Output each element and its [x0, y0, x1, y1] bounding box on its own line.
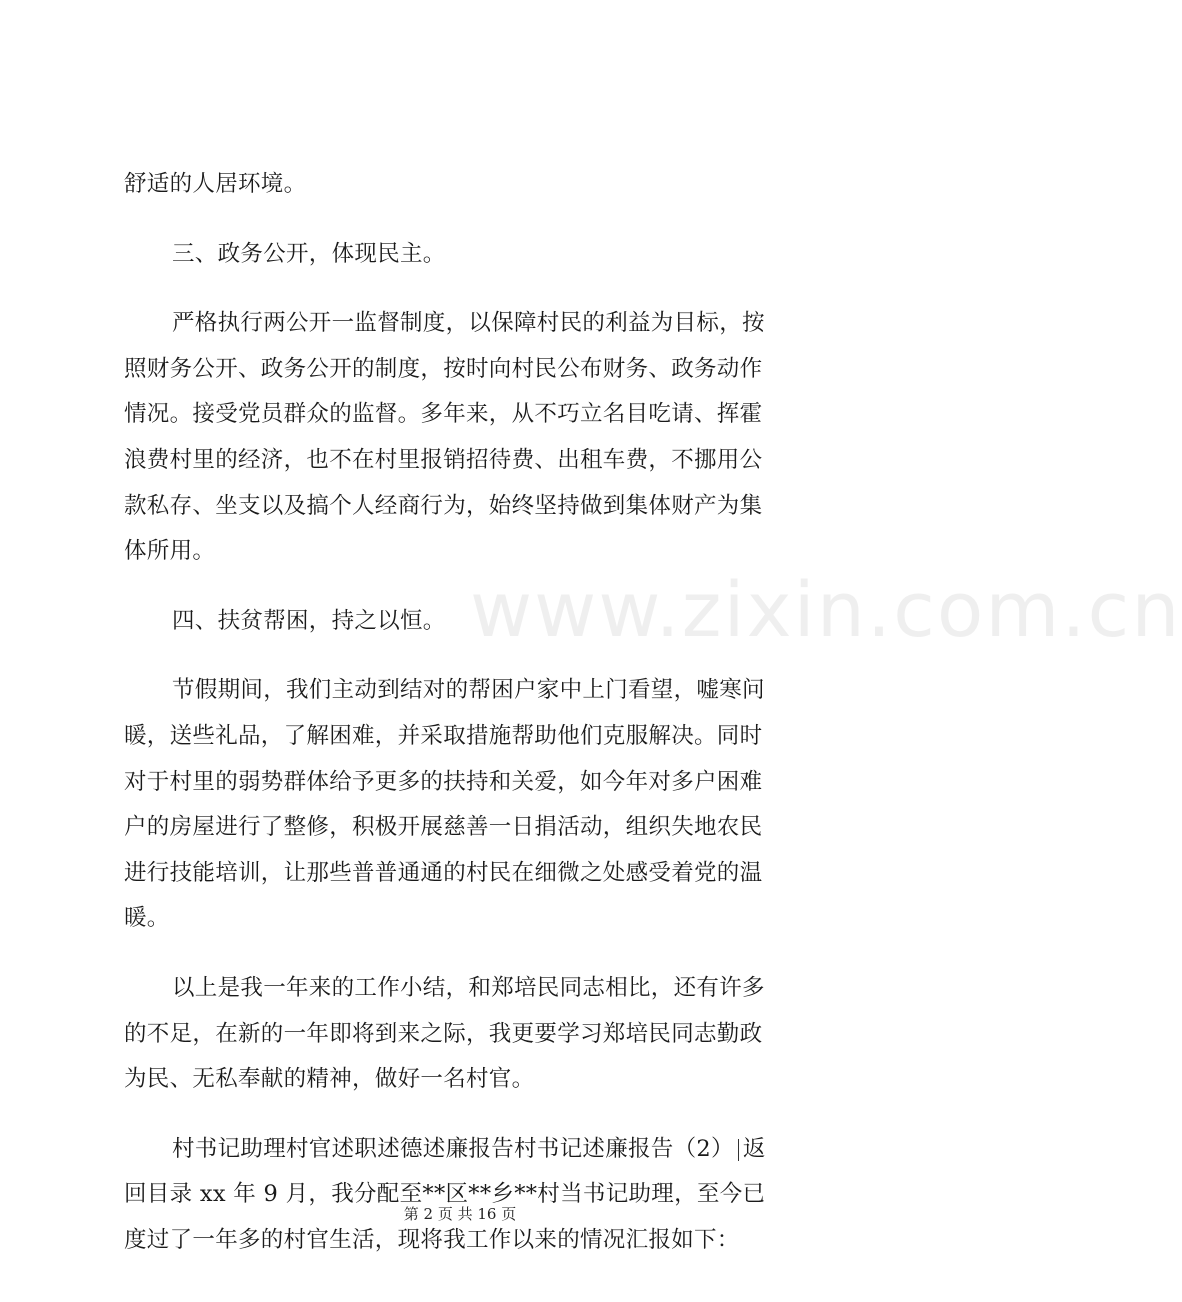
paragraph-line: 严格执行两公开一监督制度，以保障村民的利益为目标，按 [172, 310, 765, 337]
paragraph-line: 对于村里的弱势群体给予更多的扶持和关爱，如今年对多户困难 [124, 768, 763, 795]
paragraph-line: 为民、无私奉献的精神，做好一名村官。 [124, 1066, 535, 1093]
paragraph-line: 暖，送些礼品，了解困难，并采取措施帮助他们克服解决。同时 [124, 722, 763, 749]
paragraph-line [124, 1127, 804, 1173]
paragraph-line: 回目录 xx 年 9 月，我分配至**区**乡**村当书记助理，至今已 [124, 1181, 766, 1208]
paragraph-line: 户的房屋进行了整修，积极开展慈善一日捐活动，组织失地农民 [124, 814, 763, 841]
paragraph-line: 度过了一年多的村官生活，现将我工作以来的情况汇报如下： [124, 1226, 740, 1253]
report-title-link[interactable]: 村书记助理村官述职述德述廉报告村书记述廉报告（2） [172, 1135, 734, 1162]
document-body [124, 162, 804, 1263]
paragraph-line: 以上是我一年来的工作小结，和郑培民同志相比，还有许多 [172, 974, 765, 1001]
paragraph-line: 暖。 [124, 905, 170, 932]
section-heading-4: 四、扶贫帮困，持之以恒。 [172, 607, 446, 634]
paragraph-line: 照财务公开、政务公开的制度，按时向村民公布财务、政务动作 [124, 355, 763, 382]
separator-bar [738, 1139, 739, 1161]
paragraph-line: 浪费村里的经济，也不在村里报销招待费、出租车费，不挪用公 [124, 446, 763, 473]
paragraph-line: 的不足，在新的一年即将到来之际，我更要学习郑培民同志勤政 [124, 1020, 763, 1047]
paragraph-line: 舒适的人居环境。 [124, 171, 307, 197]
paragraph-line: 款私存、坐支以及搞个人经商行为，始终坚持做到集体财产为集 [124, 492, 763, 519]
section-heading-3: 三、政务公开，体现民主。 [172, 240, 446, 267]
paragraph-line: 进行技能培训，让那些普普通通的村民在细微之处感受着党的温 [124, 859, 763, 886]
paragraph-line: 情况。接受党员群众的监督。多年来，从不巧立名目吃请、挥霍 [124, 401, 763, 428]
paragraph-line: 节假期间，我们主动到结对的帮困户家中上门看望，嘘寒问 [172, 677, 765, 704]
watermark: www.zixin.com.cn [470, 565, 1182, 654]
page-footer: 第 2 页 共 16 页 [403, 1205, 517, 1223]
paragraph-line: 体所用。 [124, 538, 216, 565]
back-link[interactable]: 返 [742, 1135, 766, 1162]
